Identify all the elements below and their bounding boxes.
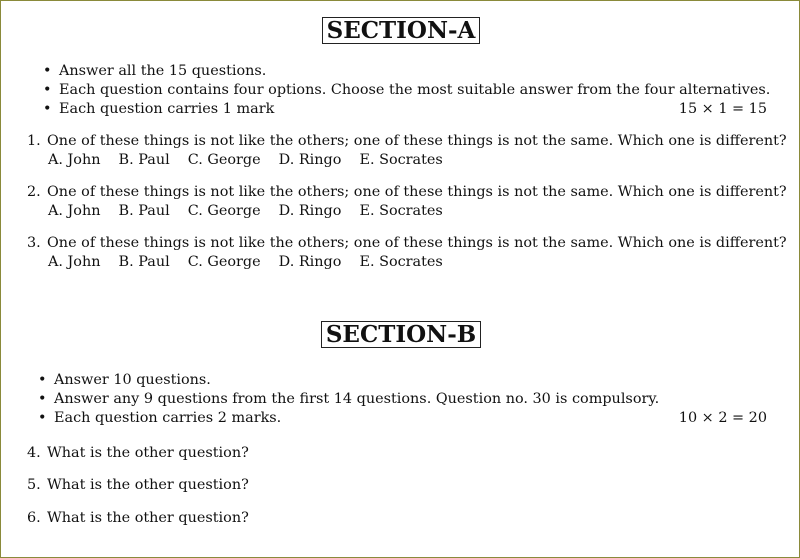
question-number: 5.: [27, 477, 41, 493]
question-text: One of these things is not like the others; one of these things is not the same. Which one is different?: [47, 184, 787, 200]
question-number: 3.: [27, 235, 41, 251]
question-4: [27, 444, 249, 462]
question-1-options: [48, 151, 443, 169]
option-c: C. George: [187, 254, 261, 270]
question-3-options: [48, 253, 443, 271]
bullet-icon: •: [43, 82, 52, 98]
section-a-instruction: • Answer all the 15 questions.: [43, 63, 267, 79]
option-d: D. Ringo: [278, 254, 342, 270]
bullet-icon: •: [38, 372, 47, 388]
option-b: B. Paul: [118, 152, 170, 168]
section-a-heading: [1, 17, 800, 44]
question-number: 2.: [27, 184, 41, 200]
section-b-title: SECTION-B: [321, 321, 481, 348]
section-a-title: SECTION-A: [322, 17, 481, 44]
option-e: E. Socrates: [359, 254, 443, 270]
section-b-instruction: • Each question carries 2 marks.: [38, 410, 282, 426]
bullet-icon: •: [38, 391, 47, 407]
option-c: C. George: [187, 152, 261, 168]
question-5: [27, 476, 249, 494]
question-2-options: [48, 202, 443, 220]
question-text: What is the other question?: [47, 477, 249, 493]
option-b: B. Paul: [118, 254, 170, 270]
option-e: E. Socrates: [359, 203, 443, 219]
question-1: [27, 132, 787, 150]
option-d: D. Ringo: [278, 203, 342, 219]
question-number: 4.: [27, 445, 41, 461]
question-text: One of these things is not like the others; one of these things is not the same. Which one is different?: [47, 133, 787, 149]
question-number: 1.: [27, 133, 41, 149]
section-b-instruction: • Answer any 9 questions from the first 14 questions. Question no. 30 is compulsory.: [38, 391, 660, 407]
option-a: A. John: [48, 152, 101, 168]
section-b-marks: 10 × 2 = 20: [678, 410, 767, 426]
question-text: What is the other question?: [47, 510, 249, 526]
bullet-icon: •: [43, 63, 52, 79]
question-text: What is the other question?: [47, 445, 249, 461]
section-a-instruction: • Each question contains four options. Choose the most suitable answer from the four alternatives.: [43, 82, 771, 98]
question-number: 6.: [27, 510, 41, 526]
question-6: [27, 509, 249, 527]
option-d: D. Ringo: [278, 152, 342, 168]
question-text: One of these things is not like the others; one of these things is not the same. Which one is different?: [47, 235, 787, 251]
bullet-icon: •: [38, 410, 47, 426]
option-e: E. Socrates: [359, 152, 443, 168]
section-b-heading: [1, 321, 800, 348]
question-3: [27, 234, 787, 252]
question-2: [27, 183, 787, 201]
option-a: A. John: [48, 254, 101, 270]
option-b: B. Paul: [118, 203, 170, 219]
option-a: A. John: [48, 203, 101, 219]
bullet-icon: •: [43, 101, 52, 117]
section-a-instruction: • Each question carries 1 mark: [43, 101, 275, 117]
section-a-marks: 15 × 1 = 15: [678, 101, 767, 117]
section-b-instruction: • Answer 10 questions.: [38, 372, 211, 388]
option-c: C. George: [187, 203, 261, 219]
